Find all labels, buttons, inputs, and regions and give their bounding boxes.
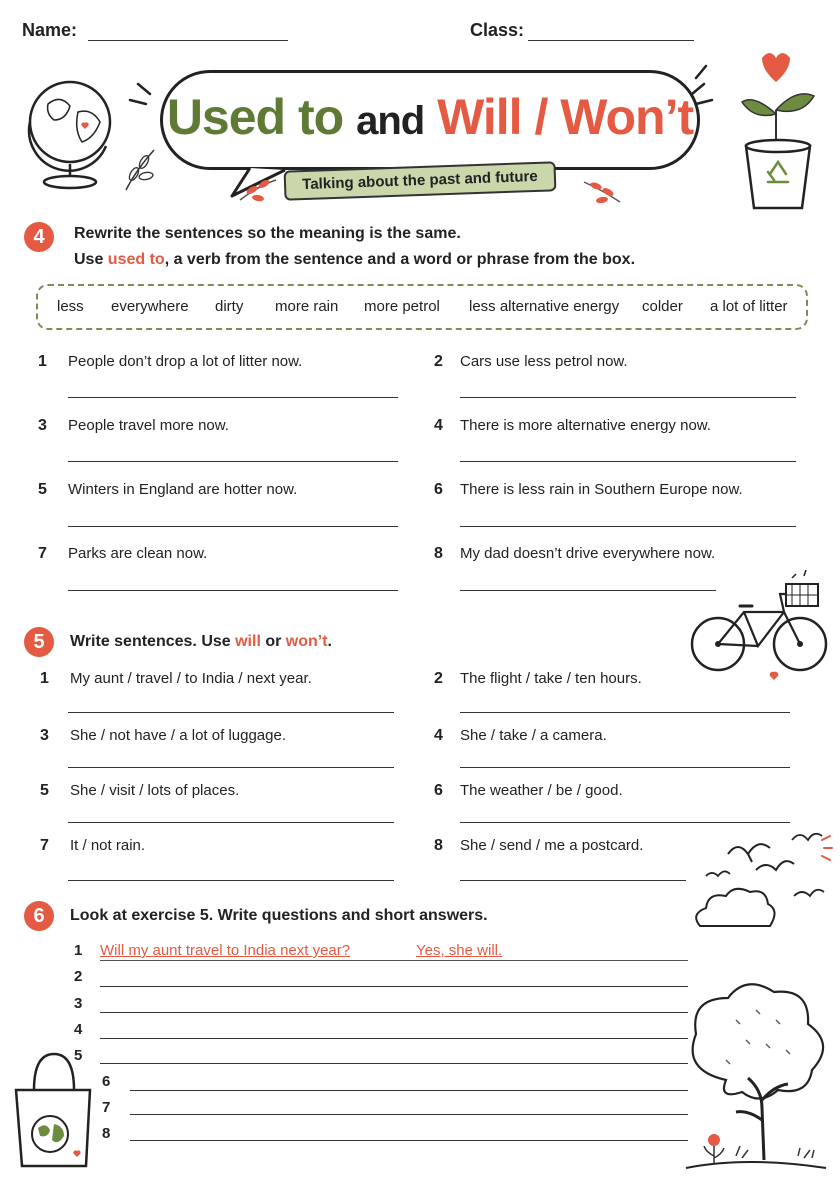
exercise-5-instruction <box>70 630 332 654</box>
globe-icon <box>20 64 120 196</box>
item-number: 1 <box>38 353 47 370</box>
item-text: People travel more now. <box>68 417 229 434</box>
item-text: She / visit / lots of places. <box>70 782 240 799</box>
item-text: Parks are clean now. <box>68 545 208 562</box>
instruction-text: Write sentences. Use <box>70 633 236 650</box>
answer-line[interactable] <box>68 397 398 398</box>
item-number: 8 <box>434 545 443 562</box>
answer-line[interactable] <box>460 590 716 591</box>
answer-line[interactable] <box>68 767 394 768</box>
answer-line[interactable] <box>460 461 796 462</box>
item-number: 2 <box>434 670 443 687</box>
item-number: 5 <box>38 481 47 498</box>
answer-line[interactable] <box>100 1038 688 1039</box>
word-box-item: dirty <box>215 298 244 315</box>
exercise-4-number: 4 <box>24 222 54 252</box>
cloud-icon <box>690 886 780 934</box>
wont-highlight: won’t <box>285 633 328 650</box>
answer-line[interactable] <box>460 880 686 881</box>
item-text: She / send / me a postcard. <box>460 837 644 854</box>
answer-line[interactable] <box>68 712 394 713</box>
answer-line[interactable] <box>130 1114 688 1115</box>
class-label: Class: <box>470 20 525 40</box>
answer-line[interactable] <box>460 397 796 398</box>
name-label: Name: <box>22 20 78 40</box>
item-number: 4 <box>74 1021 83 1038</box>
plant-pot-icon <box>734 50 830 210</box>
example-question: Will my aunt travel to India next year? <box>100 942 351 959</box>
answer-line[interactable] <box>100 986 688 987</box>
word-box-item: more rain <box>275 298 339 315</box>
item-text: It / not rain. <box>70 837 146 854</box>
will-highlight: will <box>235 633 261 650</box>
answer-line[interactable] <box>130 1140 688 1141</box>
answer-line[interactable] <box>130 1090 688 1091</box>
answer-line[interactable] <box>100 960 688 961</box>
word-box-item: a lot of litter <box>710 298 788 315</box>
item-text: She / take / a camera. <box>460 727 607 744</box>
exercise-4-instruction-line2 <box>74 248 635 272</box>
item-number: 3 <box>38 417 47 434</box>
item-text: There is more alternative energy now. <box>460 417 711 434</box>
word-box-item: less <box>57 298 84 315</box>
subtitle-ribbon: Talking about the past and future <box>284 161 557 200</box>
instruction-text: or <box>260 633 286 650</box>
item-number: 3 <box>40 727 49 744</box>
leaf-sprig-icon <box>120 146 160 192</box>
item-text: People don’t drop a lot of litter now. <box>68 353 303 370</box>
title-and: and <box>356 99 425 143</box>
title-will-wont: Will / Won’t <box>437 89 694 145</box>
item-number: 7 <box>38 545 47 562</box>
title-used-to: Used to <box>166 89 344 145</box>
exercise-5-number: 5 <box>24 627 54 657</box>
item-number: 1 <box>74 942 83 959</box>
answer-line[interactable] <box>68 590 398 591</box>
example-answer: Yes, she will. <box>416 942 503 959</box>
item-text: There is less rain in Southern Europe now. <box>460 481 743 498</box>
item-number: 1 <box>40 670 49 687</box>
answer-line[interactable] <box>68 880 394 881</box>
item-number: 8 <box>434 837 443 854</box>
word-box-item: colder <box>642 298 683 315</box>
exercise-4-instruction-line1: Rewrite the sentences so the meaning is the same. <box>74 225 461 242</box>
answer-line[interactable] <box>68 526 398 527</box>
answer-line[interactable] <box>460 767 790 768</box>
item-text: Cars use less petrol now. <box>460 353 628 370</box>
item-number: 2 <box>434 353 443 370</box>
answer-line[interactable] <box>100 1012 688 1013</box>
item-text: She / not have / a lot of luggage. <box>70 727 286 744</box>
item-number: 7 <box>102 1099 111 1116</box>
leaf-sprig-icon <box>238 176 278 206</box>
answer-line[interactable] <box>460 712 790 713</box>
item-text: Winters in England are hotter now. <box>68 481 298 498</box>
used-to-highlight: used to <box>107 251 165 268</box>
bicycle-icon <box>688 576 832 698</box>
word-box-item: everywhere <box>111 298 189 315</box>
item-number: 5 <box>40 782 49 799</box>
answer-line[interactable] <box>68 461 398 462</box>
item-number: 3 <box>74 995 83 1012</box>
answer-line[interactable] <box>460 822 790 823</box>
item-number: 2 <box>74 968 83 985</box>
answer-line[interactable] <box>68 822 394 823</box>
exercise-6-instruction: Look at exercise 5. Write questions and short answers. <box>70 907 488 924</box>
item-text: The flight / take / ten hours. <box>460 670 642 687</box>
leaf-sprig-icon <box>582 178 622 208</box>
item-number: 7 <box>40 837 49 854</box>
item-number: 5 <box>74 1047 83 1064</box>
item-text: The weather / be / good. <box>460 782 623 799</box>
exercise-6-number: 6 <box>24 901 54 931</box>
item-number: 8 <box>102 1125 111 1142</box>
item-number: 6 <box>434 481 443 498</box>
item-number: 6 <box>434 782 443 799</box>
item-number: 6 <box>102 1073 111 1090</box>
answer-line[interactable] <box>100 1063 688 1064</box>
item-number: 4 <box>434 417 443 434</box>
item-text: My aunt / travel / to India / next year. <box>70 670 312 687</box>
instruction-text: . <box>327 633 332 650</box>
instruction-text: Use <box>74 251 108 268</box>
item-text: My dad doesn’t drive everywhere now. <box>460 545 716 562</box>
page-title <box>160 82 700 156</box>
word-box-item: less alternative energy <box>469 298 620 315</box>
instruction-text: , a verb from the sentence and a word or phrase from the box. <box>164 251 636 268</box>
tree-icon <box>666 980 836 1175</box>
word-box-item: more petrol <box>364 298 440 315</box>
item-number: 4 <box>434 727 443 744</box>
answer-line[interactable] <box>460 526 796 527</box>
tote-bag-icon <box>8 1050 98 1170</box>
